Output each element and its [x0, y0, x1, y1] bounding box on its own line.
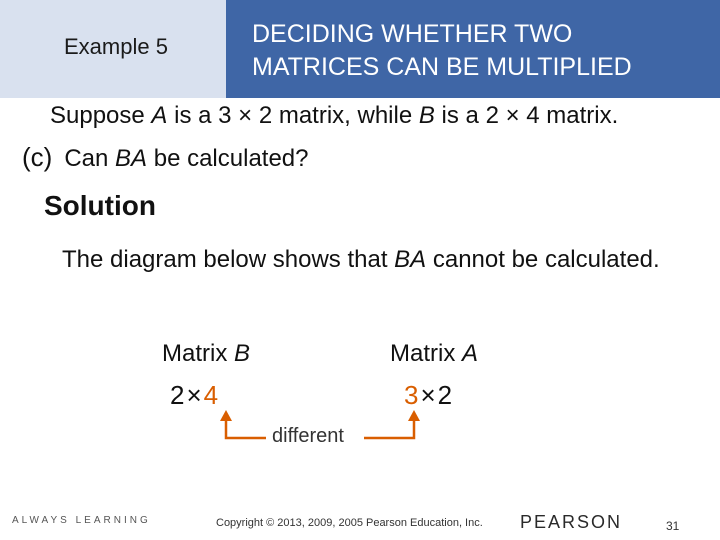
- problem-text-2: is a 3 × 2 matrix, while: [167, 102, 419, 129]
- solution-text-2: cannot be calculated.: [426, 246, 660, 273]
- product-ba: BA: [115, 145, 148, 172]
- times-symbol: ×: [186, 380, 204, 410]
- matrix-b-word: Matrix: [162, 340, 234, 367]
- matrix-b-letter: B: [234, 340, 251, 367]
- question-text-2: be calculated?: [147, 145, 309, 172]
- matrix-b-rows: 2: [170, 380, 187, 410]
- copyright-notice: Copyright © 2013, 2009, 2005 Pearson Education, Inc.: [216, 517, 483, 529]
- pearson-logo: PEARSON: [520, 512, 623, 532]
- example-label: Example 5: [64, 34, 168, 59]
- arrow-to-b-cols: [226, 420, 266, 438]
- matrix-a-cols: 2: [437, 380, 455, 410]
- part-c-label: (c): [22, 142, 53, 172]
- page-number: 31: [666, 519, 680, 533]
- problem-text-1: Suppose: [50, 102, 152, 129]
- matrix-b-cols: 4: [203, 380, 221, 410]
- arrowhead-left: [220, 410, 232, 421]
- solution-product-ba: BA: [394, 246, 427, 273]
- solution-text-1: The diagram below shows that: [62, 246, 395, 273]
- variable-a: A: [151, 102, 168, 129]
- slide-title-line-2: MATRICES CAN BE MULTIPLIED: [252, 53, 632, 81]
- problem-text-3: is a 2 × 4 matrix.: [434, 102, 619, 129]
- matrix-a-rows: 3: [404, 380, 421, 410]
- arrow-to-a-rows: [364, 420, 414, 438]
- different-label: different: [272, 425, 344, 447]
- matrix-a-letter: A: [462, 340, 479, 367]
- solution-heading: Solution: [44, 190, 156, 221]
- slide-title-line-1: DECIDING WHETHER TWO: [252, 20, 573, 48]
- arrowhead-right: [408, 410, 420, 421]
- question-text-1: Can: [64, 145, 116, 172]
- variable-b: B: [418, 102, 435, 129]
- times-symbol: ×: [420, 380, 438, 410]
- matrix-a-word: Matrix: [390, 340, 462, 367]
- always-learning-label: ALWAYS LEARNING: [12, 515, 151, 526]
